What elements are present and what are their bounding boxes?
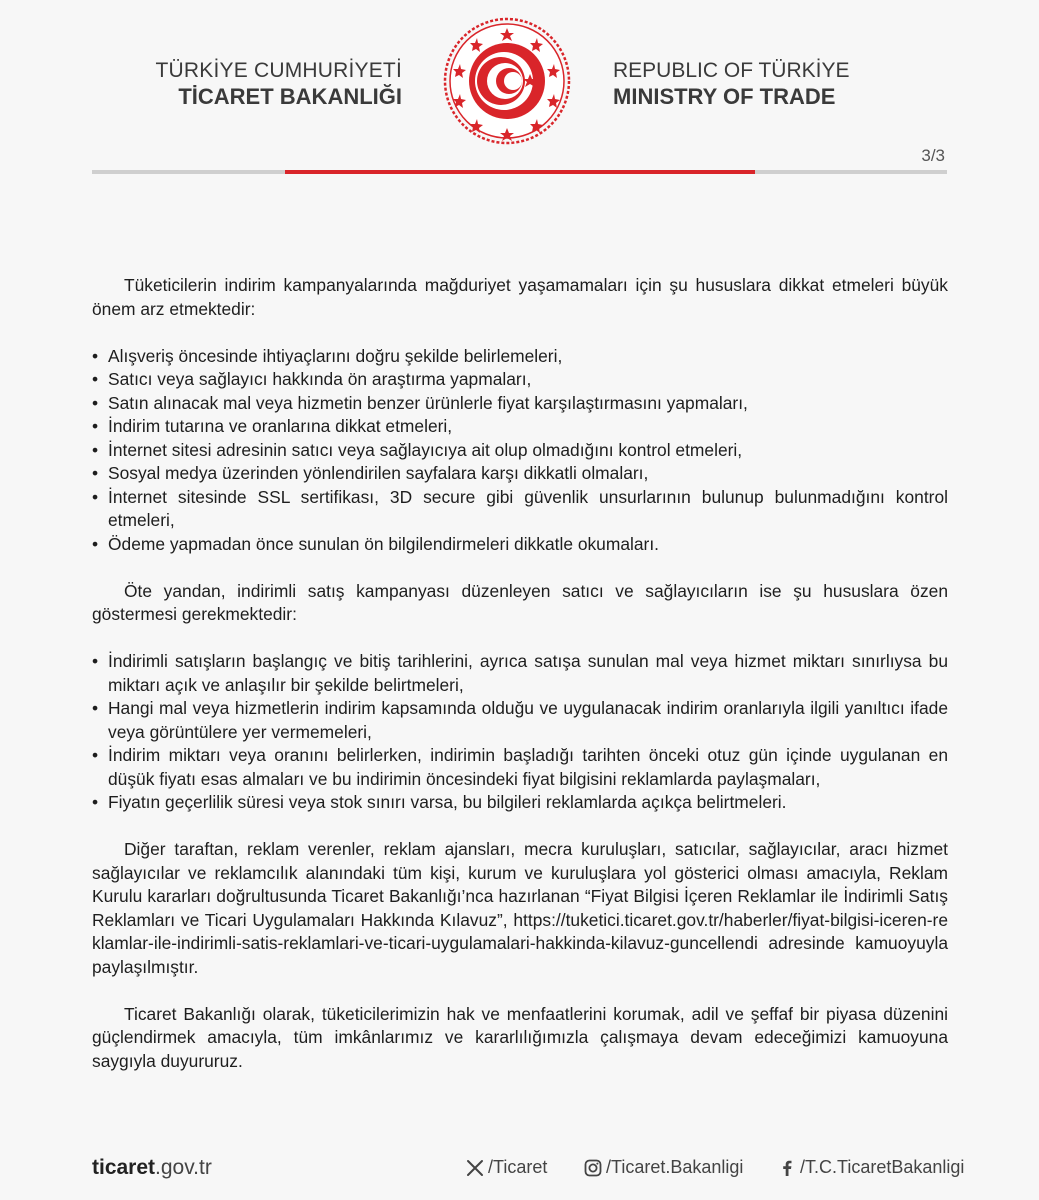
instagram-social-link[interactable] <box>584 1157 743 1178</box>
guideline-text-end: adresinde kamuoyuyla paylaşılmıştır. <box>92 933 948 977</box>
facebook-social-link[interactable] <box>778 1157 964 1178</box>
page-number: 3/3 <box>921 146 945 165</box>
list-item: • Satıcı veya sağlayıcı hakkında ön araştırma yapmaları, <box>92 368 948 392</box>
ministry-seal-logo <box>442 16 572 146</box>
ministry-name-en <box>613 58 913 110</box>
list-item: • Ödeme yapmadan önce sunulan ön bilgilendirmeleri dikkatle okumaları. <box>92 533 948 557</box>
x-handle: /Ticaret <box>488 1157 548 1177</box>
list-item: • Sosyal medya üzerinden yönlendirilen sayfalara karşı dikkatli olmaları, <box>92 462 948 486</box>
consumer-tips-list <box>92 345 948 557</box>
country-name-tr: TÜRKİYE CUMHURİYETİ <box>155 59 402 82</box>
footer <box>92 1156 965 1180</box>
list-item: • Hangi mal veya hizmetlerin indirim kapsamında olduğu ve uygulanacak indirim oranlarıyla ilgili yanıltıcı ifade veya görüntülere yer vermemeleri, <box>92 697 948 744</box>
ministry-title-tr: TİCARET BAKANLIĞI <box>178 84 402 109</box>
brand-domain: .gov.tr <box>155 1156 212 1179</box>
website-link[interactable] <box>92 1156 212 1180</box>
list-item: • Satın alınacak mal veya hizmetin benzer ürünlerle fiyat karşılaştırmasını yapmaları, <box>92 392 948 416</box>
list-item: • İnternet sitesinde SSL sertifikası, 3D secure gibi güvenlik unsurlarının bulunup bulunmadığını kontrol etmeleri, <box>92 486 948 533</box>
seller-obligations-list <box>92 650 948 815</box>
country-name-en: REPUBLIC OF TÜRKİYE <box>613 59 850 82</box>
list-item: • Alışveriş öncesinde ihtiyaçlarını doğru şekilde belirlemeleri, <box>92 345 948 369</box>
facebook-handle: /T.C.TicaretBakanligi <box>800 1157 965 1177</box>
instagram-icon <box>584 1159 602 1177</box>
instagram-handle: /Ticaret.Bakanligi <box>606 1157 744 1177</box>
list-item: • İndirim tutarına ve oranlarına dikkat etmeleri, <box>92 415 948 439</box>
x-icon <box>466 1159 484 1177</box>
document-body <box>92 274 948 1073</box>
guideline-url-link[interactable]: https://tuketici.ticaret.gov.tr/haberler/fiyat-bilgisi-iceren-reklamlar-ile-indirimli-satis-reklamlari-ve-ticari-uygulamalari-hakkinda-kilavuz-guncellendi <box>92 909 948 953</box>
ministry-name-tr <box>120 58 402 110</box>
list-item: • Fiyatın geçerlilik süresi veya stok sınırı varsa, bu bilgileri reklamlarda açıkça belirtmeleri. <box>92 791 948 815</box>
guideline-text: Diğer taraftan, reklam verenler, reklam ajansları, mecra kuruluşları, satıcılar, sağlayıcılar, aracı hizmet sağlayıcılar ve reklamcılık alanındaki tüm kişi, kurum ve kuruluşlara yol gösterici olması amacıyla, Reklam Kurulu kararları doğrultusunda Ticaret Bakanlığı’nca hazırlanan “Fiyat Bilgisi İçeren Reklamlar ile İndirimli Satış Reklamları ve Ticari Uygulamaları Hakkında Kılavuz”, <box>92 839 948 930</box>
list-item: • İnternet sitesi adresinin satıcı veya sağlayıcıya ait olup olmadığını kontrol etmeleri, <box>92 439 948 463</box>
x-social-link[interactable] <box>466 1157 547 1178</box>
header-divider-accent <box>285 170 755 174</box>
guideline-paragraph <box>92 838 948 979</box>
brand-bold: ticaret <box>92 1156 156 1179</box>
list-item: • İndirimli satışların başlangıç ve bitiş tarihlerini, ayrıca satışa sunulan mal veya hizmet miktarı sınırlıysa bu miktarı açık ve anlaşılır bir şekilde belirtmeleri, <box>92 650 948 697</box>
intro-paragraph-sellers: Öte yandan, indirimli satış kampanyası düzenleyen satıcı ve sağlayıcıların ise şu hususlara özen göstermesi gerekmektedir: <box>92 580 948 624</box>
ministry-title-en: MINISTRY OF TRADE <box>613 84 836 109</box>
intro-paragraph-consumers: Tüketicilerin indirim kampanyalarında mağduriyet yaşamamaları için şu hususlara dikkat etmeleri büyük önem arz etmektedir: <box>92 275 948 319</box>
list-item: • İndirim miktarı veya oranını belirlerken, indirimin başladığı tarihten önceki otuz gün içinde uygulanan en düşük fiyatı esas almaları ve bu indirimin öncesindeki fiyat bilgisini reklamlarda paylaşmaları, <box>92 744 948 791</box>
facebook-icon <box>778 1159 796 1177</box>
closing-paragraph: Ticaret Bakanlığı olarak, tüketicilerimizin hak ve menfaatlerini korumak, adil ve şeffaf bir piyasa düzenini güçlendirmek amacıyla, tüm imkânlarımız ve kararlılığımızla çalışmaya devam edeceğimizi kamuoyuna saygıyla duyururuz. <box>92 1003 948 1071</box>
